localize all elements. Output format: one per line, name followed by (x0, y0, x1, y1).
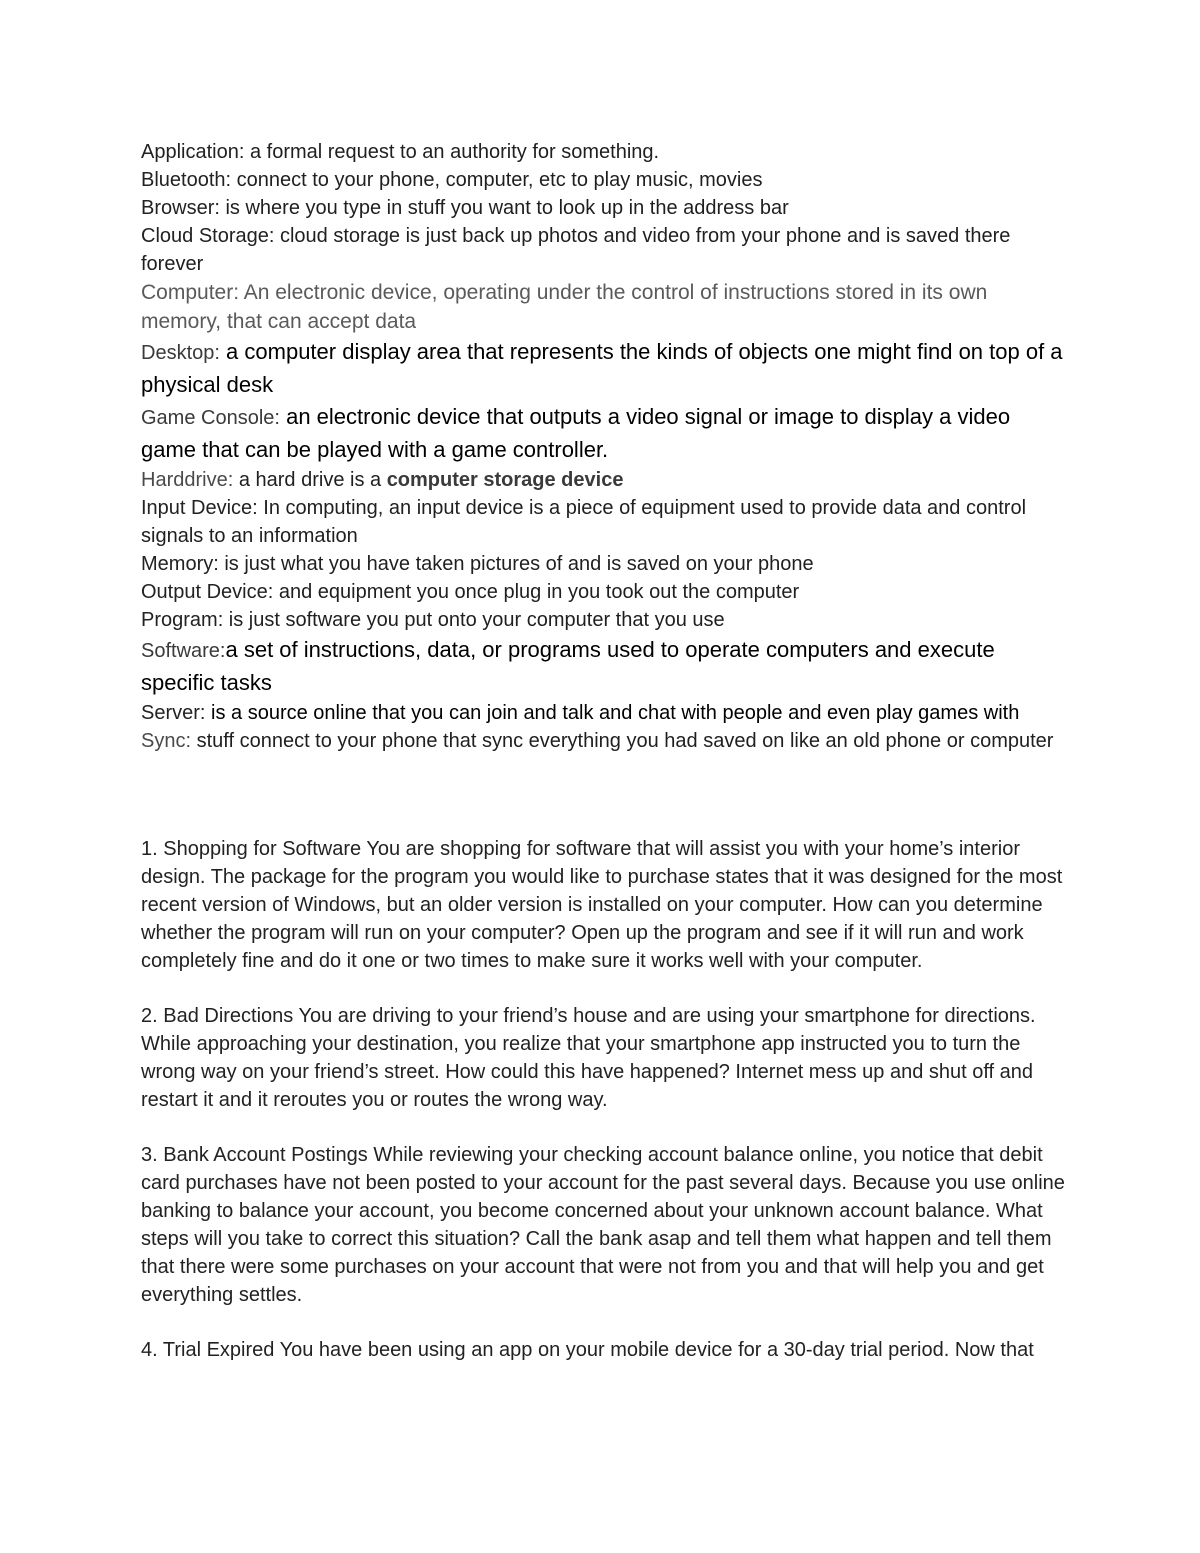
question-bank-account-postings: 3. Bank Account Postings While reviewing your checking account balance online, you notice that debit card purchases have not been posted to your account for the past several days. Because you use online banking to balance your account, you become concerned about your unknown account balance. What steps will you take to correct this situation? Call the bank asap and tell them what happen and tell them that there were some purchases on your account that were not from you and that will help you and get everything settles. (141, 1144, 1065, 1306)
definition-bold-text: computer storage device (386, 469, 624, 491)
definition-output-device (141, 578, 1071, 606)
definition-cloud-storage (141, 222, 1071, 278)
definition-text: is a source online that you can join and talk and chat with people and even play games with (205, 702, 1020, 724)
definition-term: Output Device: (141, 581, 274, 603)
definition-program (141, 606, 1071, 634)
definition-text: In computing, an input device is a piece of equipment used to provide data and control signals to an information (141, 497, 1027, 547)
definition-text: connect to your phone, computer, etc to play music, movies (231, 169, 763, 191)
definition-term: Input Device: (141, 497, 258, 519)
question-trial-expired: 4. Trial Expired You have been using an app on your mobile device for a 30-day trial period. Now that (141, 1339, 1034, 1361)
definition-term: Software: (141, 640, 226, 662)
definition-text: an electronic device that outputs a video signal or image to display a video game that can be played with a game controller. (141, 404, 1011, 462)
definition-harddrive (141, 466, 1071, 494)
definition-text: a formal request to an authority for something. (244, 141, 660, 163)
definition-server (141, 699, 1071, 727)
question-bad-directions: 2. Bad Directions You are driving to your friend’s house and are using your smartphone for directions. While approaching your destination, you realize that your smartphone app instructed you to turn the wrong way on your friend’s street. How could this have happened? Internet mess up and shut off and restart it and it reroutes you or routes the wrong way. (141, 1005, 1036, 1111)
definition-text: a hard drive is a (233, 469, 387, 491)
definition-text: is just software you put onto your computer that you use (223, 609, 725, 631)
definition-text: a computer display area that represents the kinds of objects one might find on top of a physical desk (141, 339, 1063, 397)
definition-memory (141, 550, 1071, 578)
definition-text: and equipment you once plug in you took out the computer (273, 581, 800, 603)
definition-text: is where you type in stuff you want to look up in the address bar (219, 197, 789, 219)
definition-text: stuff connect to your phone that sync everything you had saved on like an old phone or computer (191, 730, 1054, 752)
definition-sync (141, 727, 1071, 755)
definition-term: Game Console: (141, 407, 280, 429)
definition-text: An electronic device, operating under the control of instructions stored in its own memory, that can accept data (141, 281, 988, 333)
question-shopping-for-software: 1. Shopping for Software You are shopping for software that will assist you with your home’s interior design. The package for the program you would like to purchase states that it was designed for the most recent version of Windows, but an older version is installed on your computer. How can you determine whether the program will run on your computer? Open up the program and see if it will run and work completely fine and do it one or two times to make sure it works well with your computer. (141, 838, 1063, 972)
definition-term: Browser: (141, 197, 220, 219)
definition-term: Harddrive: (141, 469, 234, 491)
questions-section (141, 835, 1071, 1364)
definition-browser (141, 194, 1071, 222)
definition-term: Computer: (141, 281, 240, 304)
definition-bluetooth (141, 166, 1071, 194)
definition-desktop (141, 336, 1071, 401)
definition-term: Memory: (141, 553, 219, 575)
section-spacer (141, 755, 1071, 835)
definition-software (141, 634, 1071, 699)
glossary-section (141, 138, 1071, 755)
definition-term: Sync: (141, 730, 192, 752)
definition-text: cloud storage is just back up photos and video from your phone and is saved there forever (141, 225, 1011, 275)
definition-term: Cloud Storage: (141, 225, 275, 247)
document-body (141, 138, 1071, 1391)
definition-input-device (141, 494, 1071, 550)
definition-term: Desktop: (141, 342, 220, 364)
definition-application (141, 138, 1071, 166)
definition-term: Application: (141, 141, 245, 163)
definition-game-console (141, 401, 1071, 466)
definition-text: a set of instructions, data, or programs used to operate computers and execute specific tasks (141, 637, 995, 695)
definition-term: Server: (141, 702, 206, 724)
definition-computer (141, 278, 1071, 336)
definition-term: Program: (141, 609, 224, 631)
definition-term: Bluetooth: (141, 169, 232, 191)
definition-text: is just what you have taken pictures of and is saved on your phone (218, 553, 814, 575)
